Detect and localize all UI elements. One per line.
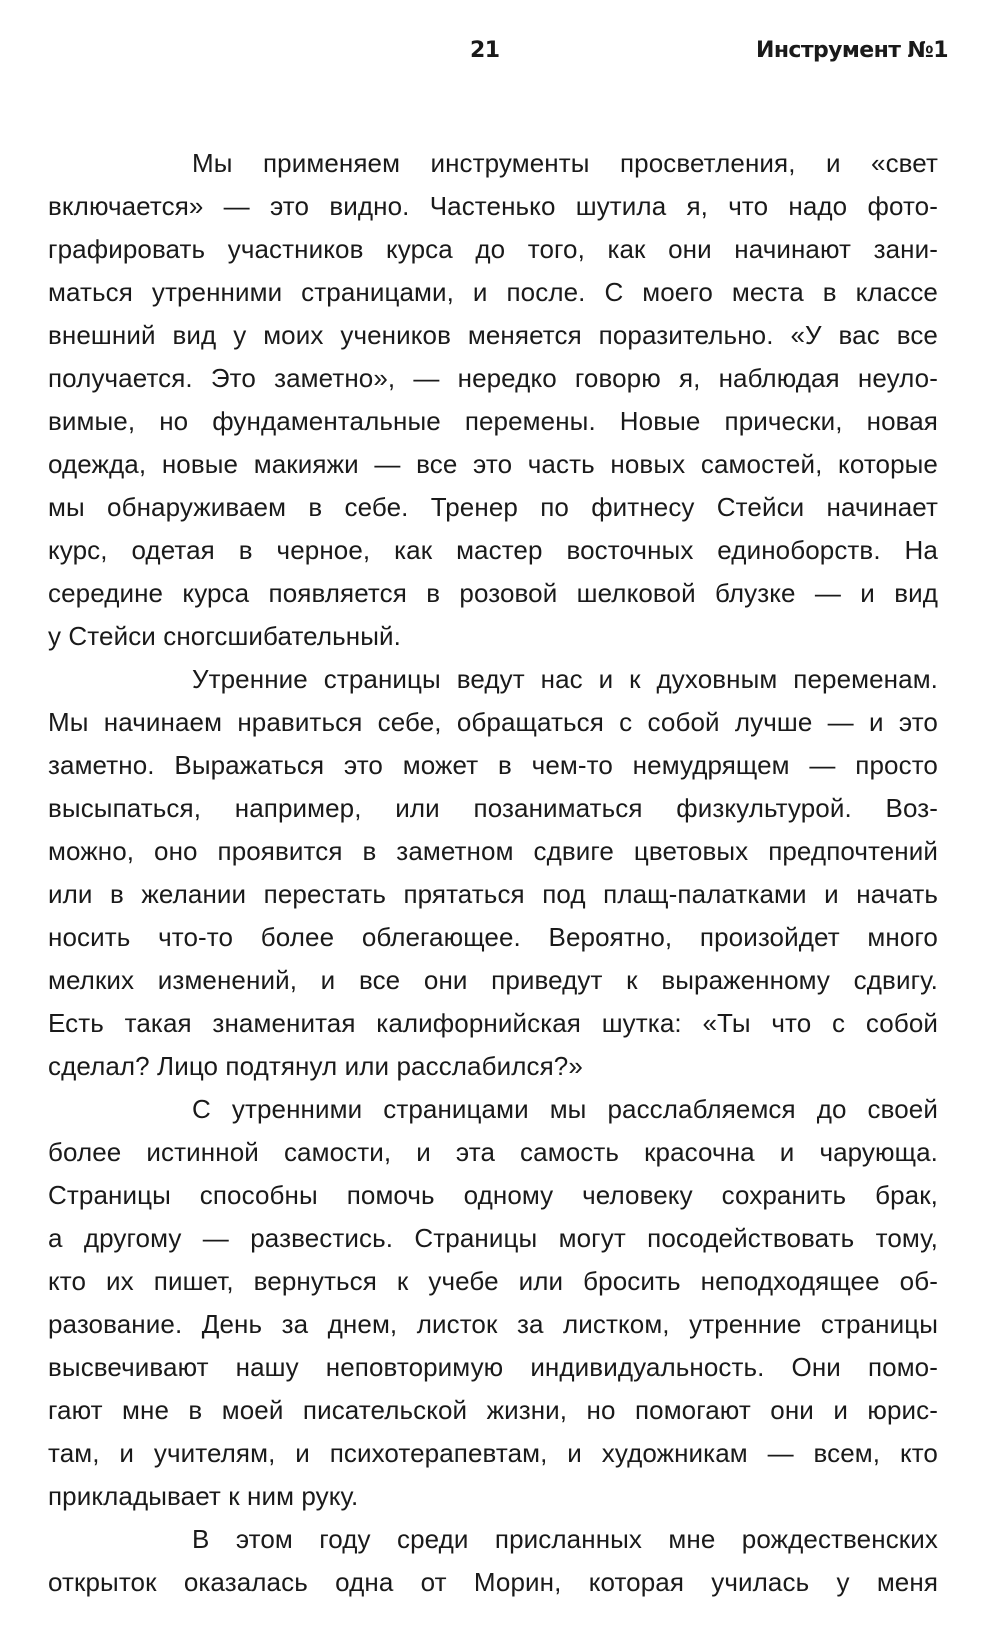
text-line: высыпаться, например, или позаниматься физкультурой. Воз- bbox=[48, 793, 938, 823]
text-line: носить что-то более облегающее. Вероятно, произойдет много bbox=[48, 922, 938, 952]
text-line: открыток оказалась одна от Морин, которая училась у меня bbox=[48, 1567, 938, 1597]
text-line: разование. День за днем, листок за листком, утренние страницы bbox=[48, 1309, 938, 1339]
text-line: курс, одетая в черное, как мастер восточных единоборств. На bbox=[48, 535, 938, 565]
page-number: 21 bbox=[470, 38, 500, 63]
text-line: прикладывает к ним руку. bbox=[48, 1481, 359, 1511]
text-line: заметно. Выражаться это может в чем-то немудрящем — просто bbox=[48, 750, 938, 780]
text-line: маться утренними страницами, и после. С моего места в классе bbox=[48, 277, 938, 307]
running-title: Инструмент №1 bbox=[756, 38, 948, 63]
text-line: В этом году среди присланных мне рождественских bbox=[192, 1524, 938, 1554]
text-line: или в желании перестать прятаться под плащ-палатками и начать bbox=[48, 879, 938, 909]
text-line: середине курса появляется в розовой шелковой блузке — и вид bbox=[48, 578, 938, 608]
text-line: можно, оно проявится в заметном сдвиге цветовых предпочтений bbox=[48, 836, 938, 866]
text-line: включается» — это видно. Частенько шутила я, что надо фото- bbox=[48, 191, 938, 221]
text-line: Есть такая знаменитая калифорнийская шутка: «Ты что с собой bbox=[48, 1008, 938, 1038]
text-line: там, и учителям, и психотерапевтам, и художникам — всем, кто bbox=[48, 1438, 938, 1468]
text-line: графировать участников курса до того, как они начинают зани- bbox=[48, 234, 938, 264]
text-line: Страницы способны помочь одному человеку сохранить брак, bbox=[48, 1180, 938, 1210]
text-line: получается. Это заметно», — нередко говорю я, наблюдая неуло- bbox=[48, 363, 938, 393]
body-text bbox=[48, 142, 938, 1604]
text-line: более истинной самости, и эта самость красочна и чарующа. bbox=[48, 1137, 938, 1167]
text-line: мы обнаруживаем в себе. Тренер по фитнесу Стейси начинает bbox=[48, 492, 938, 522]
text-line: гают мне в моей писательской жизни, но помогают они и юрис- bbox=[48, 1395, 938, 1425]
text-line: одежда, новые макияжи — все это часть новых самостей, которые bbox=[48, 449, 938, 479]
text-line: мелких изменений, и все они приведут к выраженному сдвигу. bbox=[48, 965, 938, 995]
page-header bbox=[0, 38, 1000, 78]
text-line: а другому — развестись. Страницы могут посодействовать тому, bbox=[48, 1223, 938, 1253]
text-line: Утренние страницы ведут нас и к духовным переменам. bbox=[192, 664, 938, 694]
text-line: высвечивают нашу неповторимую индивидуальность. Они помо- bbox=[48, 1352, 938, 1382]
text-line: С утренними страницами мы расслабляемся до своей bbox=[192, 1094, 938, 1124]
text-line: у Стейси сногсшибательный. bbox=[48, 621, 401, 651]
text-line: Мы применяем инструменты просветления, и «свет bbox=[192, 148, 938, 178]
text-line: Мы начинаем нравиться себе, обращаться с собой лучше — и это bbox=[48, 707, 938, 737]
text-line: внешний вид у моих учеников меняется поразительно. «У вас все bbox=[48, 320, 938, 350]
text-line: вимые, но фундаментальные перемены. Новые прически, новая bbox=[48, 406, 938, 436]
text-line: кто их пишет, вернуться к учебе или бросить неподходящее об- bbox=[48, 1266, 938, 1296]
text-line: сделал? Лицо подтянул или расслабился?» bbox=[48, 1051, 583, 1081]
